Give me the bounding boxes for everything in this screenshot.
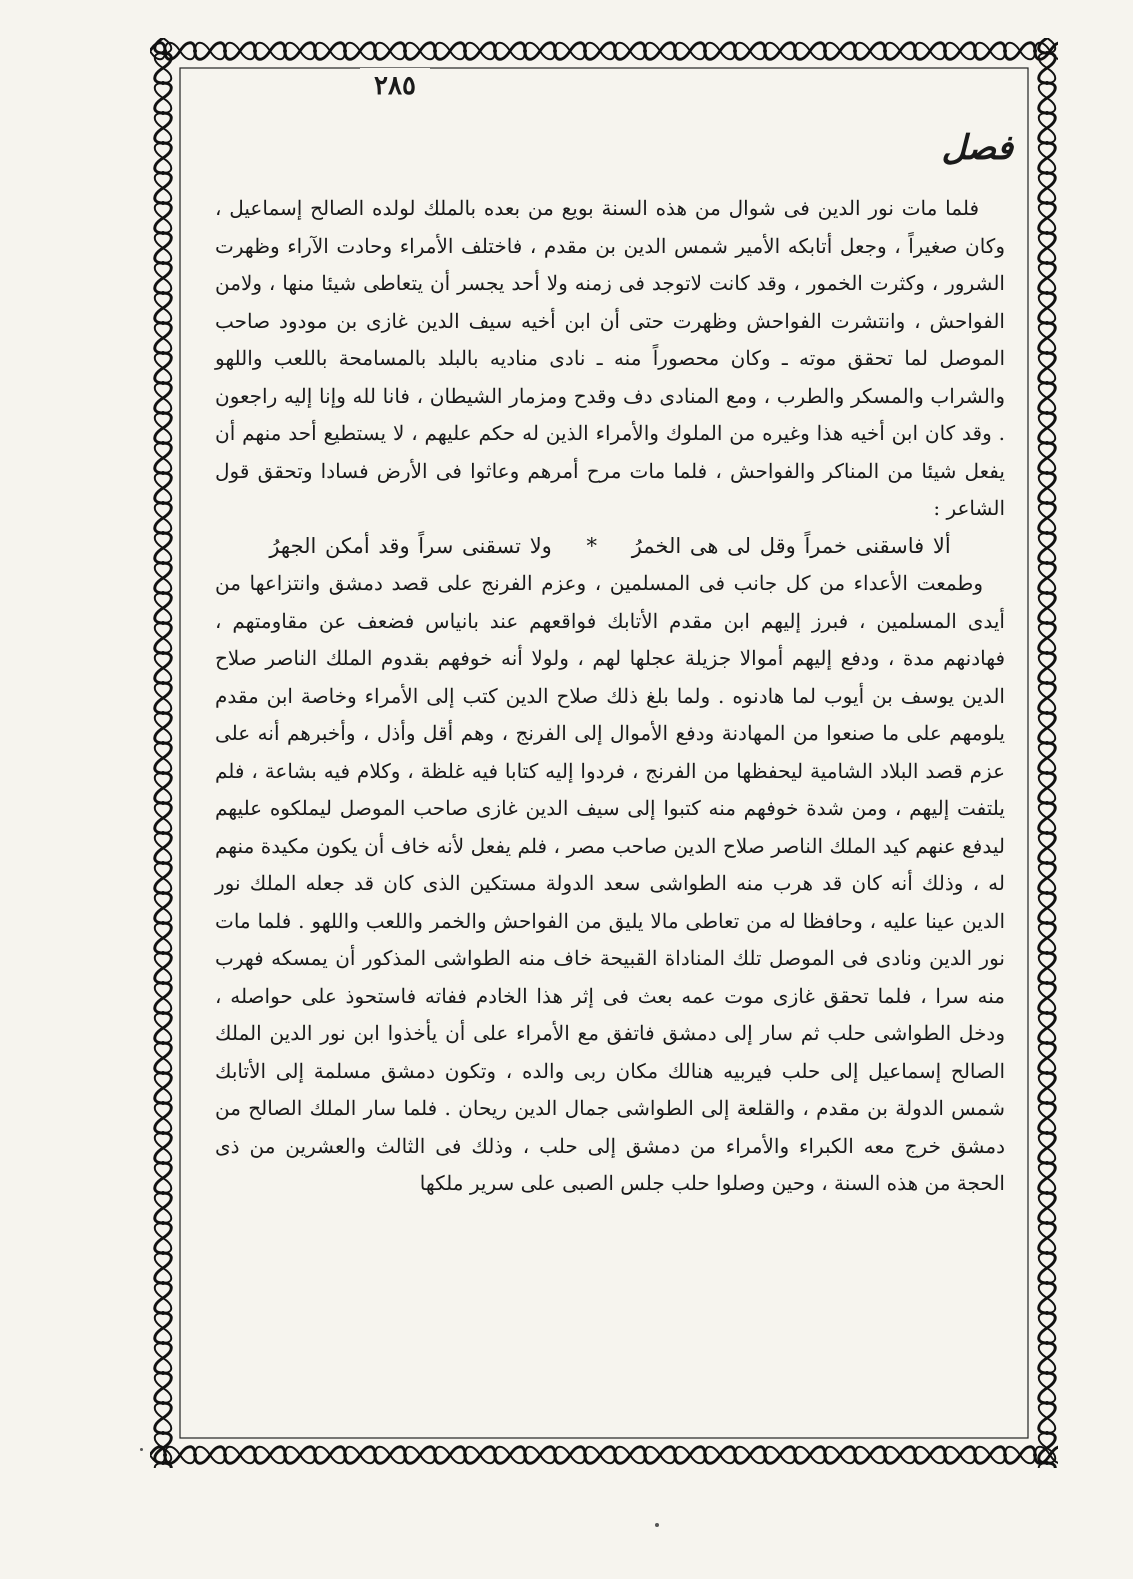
paragraph: فلما مات نور الدين فى شوال من هذه السنة بويع من بعده بالملك لولده الصالح إسماعيل ، وكان صغيراً ، وجعل أتابكه الأمير شمس الدين بن مقدم ، فاختلف الأمراء وحادت الآراء وظهرت الشرور ، وكثرت الخمور ، وقد كانت لاتوجد فى زمنه ولا أحد يجسر أن يتعاطى شيئا منها ، ولامن الفواحش ، وانتشرت الفواحش وظهرت حتى أن ابن أخيه سيف الدين غازى بن مودود صاحب الموصل لما تحقق موته ـ وكان محصوراً منه ـ نادى مناديه بالبلد بالمسامحة باللعب واللهو والشراب والمسكر والطرب ، ومع المنادى دف وقدح ومزمار الشيطان ، فانا لله وإنا إليه راجعون . وقد كان ابن أخيه هذا وغيره من الملوك والأمراء الذين له حكم عليهم ، لا يستطيع أحد منهم أن يفعل شيئا من المناكر والفواحش ، فلما مات مرح أمرهم وعاثوا فى الأرض فسادا وتحقق قول الشاعر :: [215, 196, 1005, 520]
scan-speck: [140, 1448, 143, 1451]
page-number: ٢٨٥: [360, 68, 430, 104]
scan-speck: [655, 1523, 659, 1527]
verse-separator: *: [586, 533, 597, 558]
body-text: [215, 190, 1005, 1203]
paragraph: وطمعت الأعداء من كل جانب فى المسلمين ، وعزم الفرنج على قصد دمشق وانتزاعها من أيدى المسلمين ، فبرز إليهم ابن مقدم الأتابك فواقعهم عند بانياس فضعف عن مقاومتهم ، فهادنهم مدة ، ودفع إليهم أموالا جزيلة عجلها لهم ، ولولا أنه خوفهم بقدوم الملك الناصر صلاح الدين يوسف بن أيوب لما هادنوه . ولما بلغ ذلك صلاح الدين كتب إلى الأمراء وخاصة ابن مقدم يلومهم على ما صنعوا من المهادنة ودفع الأموال إلى الفرنج ، وهم أقل وأذل ، وأخبرهم أنه على عزم قصد البلاد الشامية ليحفظها من الفرنج ، فردوا إليه كتابا فيه غلظة ، وكلام فيه بشاعة ، فلم يلتفت إليهم ، ومن شدة خوفهم منه كتبوا إلى سيف الدين غازى صاحب الموصل ليملكوه عليهم ليدفع عنهم كيد الملك الناصر صلاح الدين صاحب مصر ، فلم يفعل لأنه خاف أن يكون مكيدة منهم له ، وذلك أنه كان قد هرب منه الطواشى سعد الدولة مستكين الذى كان قد جعله الملك نور الدين عينا عليه ، وحافظا له من تعاطى مالا يليق من الفواحش والخمر واللعب واللهو . فلما مات نور الدين ونادى فى الموصل تلك المناداة القبيحة خاف منه الطواشى المذكور أن يمسكه فهرب منه سرا ، فلما تحقق غازى موت عمه بعث فى إثر هذا الخادم ففاته فاستحوذ على حواصله ، ودخل الطواشى حلب ثم سار إلى دمشق فاتفق مع الأمراء على أن يأخذوا ابن نور الدين الملك الصالح إسماعيل إلى حلب فيربيه هنالك مكان ربى والده ، وتكون دمشق مسلمة إلى الأتابك شمس الدولة بن مقدم ، والقلعة إلى الطواشى جمال الدين ريحان . فلما سار الملك الصالح من دمشق خرج معه الكبراء والأمراء من دمشق إلى حلب ، وذلك فى الثالث والعشرين من ذى الحجة من هذه السنة ، وحين وصلوا حلب جلس الصبى على سرير ملكها: [215, 571, 1005, 1195]
poetry-verse: [215, 528, 1005, 566]
verse-second-hemistich: ولا تسقنى سراً وقد أمكن الجهرُ: [269, 533, 552, 558]
verse-first-hemistich: ألا فاسقنى خمراً وقل لى هى الخمرُ: [631, 533, 951, 558]
chapter-heading: فصل: [941, 128, 1013, 168]
